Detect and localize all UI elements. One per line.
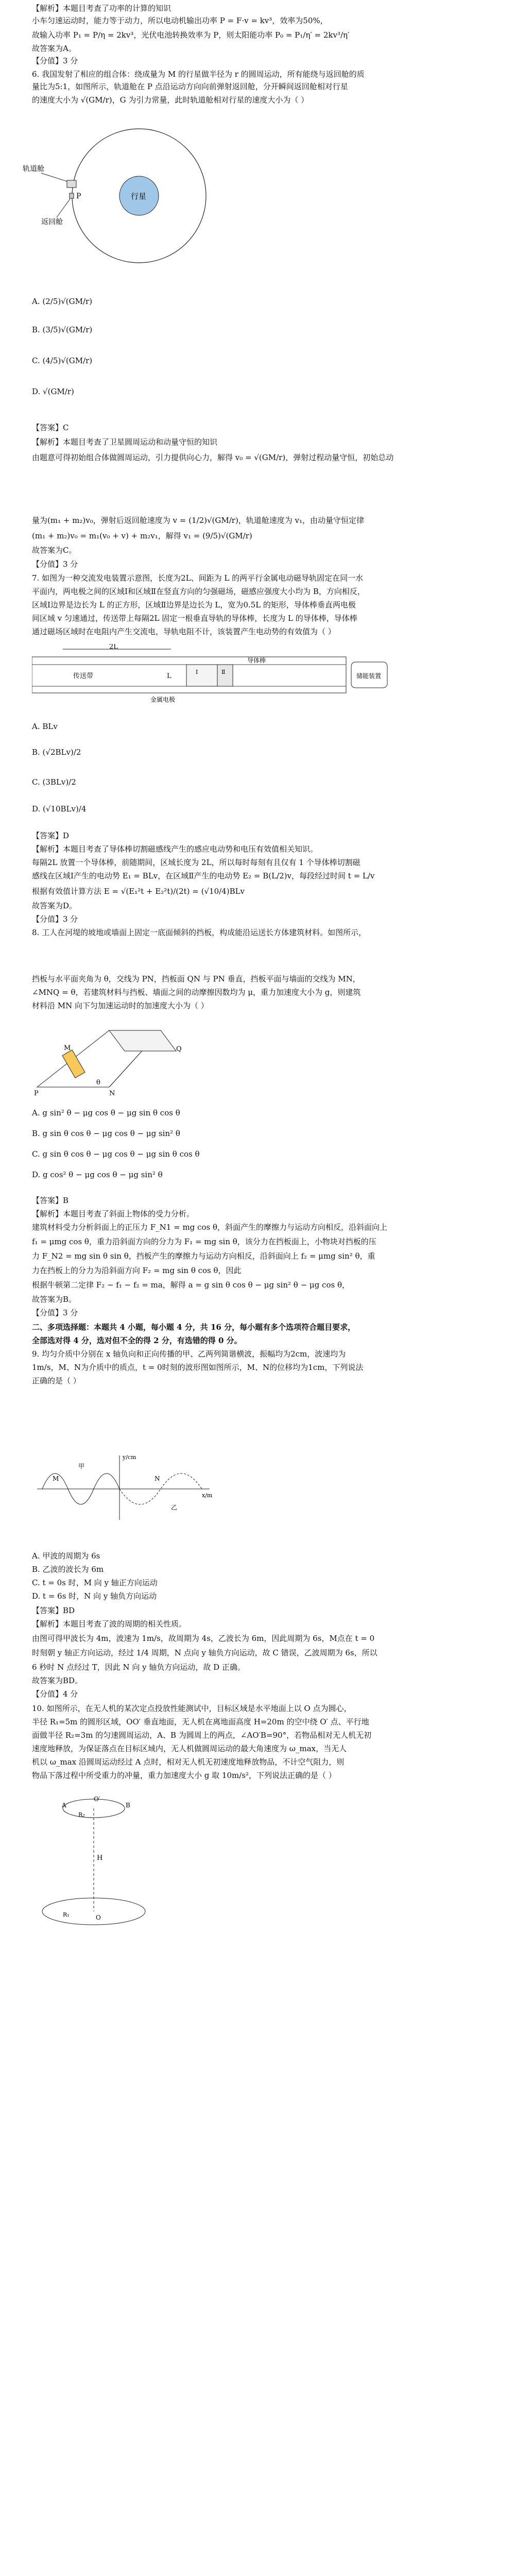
text-line: 8. 工人在河堤的坡地或墙面上固定一底面倾斜的挡板，构成能沿运送长方体建筑材料。如图所示， [32,928,367,937]
svg-text:导体棒: 导体棒 [247,657,266,664]
text-line: 根据牛顿第二定律 F₂ − f₁ − f₂ = ma，解得 a = g sin θ cos θ − μg sin² θ − μg cos θ， [32,1280,350,1290]
text-line: 物品下落过程中所受重力的冲量，重力加速度大小 g 取 10m/s²，下列说法正确的是（ ） [32,1771,336,1780]
planet-label: 行星 [131,192,147,201]
svg-text:B: B [126,1802,130,1809]
orbit-cabin-label: 轨道舱 [23,165,44,173]
svg-text:R₂: R₂ [78,1811,85,1818]
text-line: 6 秒时 N 点经过 T，因此 N 向 y 轴负方向运动，故 D 正确。 [32,1663,245,1672]
text-line: 速度地释放，为保证落点在目标区域内，无人机做圆周运动的最大角速度为 ω_max，当无人 [32,1744,347,1753]
q8-option-a: A. g sin² θ − μg cos θ − μg sin θ cos θ [32,1108,180,1117]
svg-text:O′: O′ [94,1795,100,1803]
answer-line: 【答案】B [32,1196,69,1205]
svg-text:H: H [97,1854,103,1862]
text-line: 感线在区域Ⅰ产生的电动势 E₁ = BLv，在区域Ⅱ产生的电动势 E₂ = B(L/2)v，每段经过时间 t = L/v [32,871,375,880]
text-line: 故答案为BD。 [32,1676,83,1685]
text-line: 量为(m₁ + m₂)v₀，弹射后返回舱速度为 v = (1/2)√(GM/r)，轨道舱速度为 v₁，由动量守恒定律 [32,516,365,525]
svg-text:Q: Q [176,1045,182,1053]
text-line: 故答案为B。 [32,1295,77,1304]
orbit-figure [21,124,237,278]
text-line: 故答案为A。 [32,44,76,53]
svg-text:O: O [96,1914,101,1921]
incline-figure [32,1020,186,1097]
text-line: 【分值】3 分 [32,1308,78,1317]
section-heading: 二、多项选择题：本题共 4 小题，每小题 4 分，共 16 分，每小题有多个选项符合题目要求， [32,1323,356,1332]
q8-option-c: C. g sin θ cos θ − μg cos θ − μg sin θ cos θ [32,1149,200,1159]
generator-figure [32,644,403,706]
q8-option-b: B. g sin θ cos θ − μg cos θ − μg sin² θ [32,1129,180,1138]
svg-text:传送带: 传送带 [73,672,94,680]
svg-text:2L: 2L [109,644,118,651]
text-line: 9. 均匀介质中分别在 x 轴负向和正向传播的甲、乙两列简谐横波，振幅均为2cm，波速均为 [32,1349,346,1359]
text-line: 的速度大小为 √(GM/r)，G 为引力常量，此时轨道舱相对行星的速度大小为（ ） [32,95,309,105]
text-line: 机以 ω_max 沿圆周运动经过 A 点时，相对无人机无初速度地释放物品，不计空气阻力，则 [32,1757,345,1767]
text-line: 【解析】本题目考查了波的周期的相关性质。 [32,1619,187,1629]
svg-text:Ⅱ: Ⅱ [221,669,226,675]
text-line: 故输入功率 P₁ = P/η = 2kv³，光伏电池转换效率为 P，则太阳能功率 P₀ = P₁/η′ = 2kv³/η′ [32,30,350,40]
text-line: 故答案为D。 [32,901,77,910]
text-line: 根据有效值计算方法 E = √(E₁²t + E₂²t)/(2t) = (√10/4)BLv [32,887,245,896]
text-line: 【分值】3 分 [32,56,78,65]
text-line: 10. 如图所示，在无人机的某次定点投放性能测试中，目标区域是水平地面上以 O 点为圆心， [32,1704,352,1713]
text-line: 7. 如图为一种交流发电装置示意图，长度为2L、间距为 L 的两平行金属电动磁导轨固定在同一水 [32,573,364,583]
text-line: 材料沿 MN 向下匀加速运动时的加速度大小为（ ） [32,1001,209,1010]
text-line: 【分值】4 分 [32,1689,78,1699]
text-line: 正确的是（ ） [32,1376,81,1385]
answer-line: 【答案】D [32,831,70,840]
text-line: 平面内，两电极之间的区域Ⅰ和区域Ⅱ在竖直方向的匀强磁场，磁感应强度大小均为 B，方向相反， [32,587,365,596]
text-line: 力在挡板上的分力为沿斜面方向 F₂ = mg sin θ cos θ，因此 [32,1266,242,1275]
text-line: 【解析】本题目考查了功率的计算的知识 [32,4,171,13]
svg-text:N: N [154,1475,160,1482]
text-line: 间区域 v 匀速通过，传送带上每隔2L 固定一根垂直导轨的导体棒，长度为 L 的导体棒，导体棒 [32,614,357,623]
svg-text:N: N [109,1090,115,1097]
text-line: 时刻朝 y 轴正方向运动，经过 1/4 周期，N 点向 y 轴负方向运动，故 C 错误，乙波周期为 6s，所以 [32,1648,377,1657]
text-line: 由图可得甲波长为 4m，波速为 1m/s，故周期为 4s，乙波长为 6m，因此周期为 6s，M点在 t = 0 [32,1634,375,1643]
text-line: 通过磁场区域时在电阻内产生交流电，导轨电阻不计，该装置产生电动势的有效值为（ ） [32,627,336,636]
svg-text:R₁: R₁ [63,1911,70,1918]
q7-option-b: B. (√2BLv)/2 [32,748,81,757]
q6-option-b: B. (3/5)√(GM/r) [32,325,93,334]
q7-option-c: C. (3BLv)/2 [32,777,76,787]
q6-option-d: D. √(GM/r) [32,387,74,396]
text-line: 每隔2L 放置一个导体棒，前随期间，区域长度为 2L，所以每时每刻有且仅有 1 个导体棒切割磁 [32,858,360,867]
q9-option-b: B. 乙波的波长为 6m [32,1565,104,1574]
text-line: 【解析】本题目考查了卫星圆周运动和动量守恒的知识 [32,437,218,447]
svg-text:θ: θ [96,1079,100,1087]
wave-figure [32,1453,217,1525]
point-p-label: P [76,192,81,200]
svg-text:P: P [34,1090,39,1097]
text-line: 故答案为C。 [32,546,77,555]
q9-option-a: A. 甲波的周期为 6s [32,1551,100,1561]
text-line: 【分值】3 分 [32,560,78,569]
q9-option-d: D. t = 6s 时，N 向 y 轴负方向运动 [32,1591,157,1601]
svg-text:y/cm: y/cm [123,1454,136,1461]
svg-text:甲: 甲 [78,1463,85,1470]
text-line: 区域Ⅰ边界是边长为 L 的正方形，区域Ⅱ边界是边长为 L，宽为0.5L 的矩形，导体棒垂直两电极 [32,600,356,609]
q6-option-c: C. (4/5)√(GM/r) [32,356,93,365]
answer-line: 【答案】C [32,423,69,432]
text-line: 挡板与水平面夹角为 θ，交线为 PN，挡板面 QN 与 PN 垂直，挡板平面与墙面的交线为 MN， [32,974,360,984]
svg-text:Ⅰ: Ⅰ [196,669,198,675]
text-line: 半径 R₁=5m 的圆形区域，OO′ 垂直地面，无人机在离地面高度 H=20m 的空中绕 O′ 点、平行地 [32,1717,369,1726]
q9-option-c: C. t = 0s 时，M 向 y 轴正方向运动 [32,1578,158,1587]
svg-text:L: L [167,672,171,680]
drone-figure [32,1788,186,1942]
svg-text:金属电极: 金属电极 [150,696,176,703]
text-line: 力 F_N2 = mg sin θ sin θ，挡板产生的摩擦力与运动方向相反，沿斜面向上 f₂ = μmg sin² θ，重 [32,1251,375,1261]
section-heading: 全部选对得 4 分，选对但不全的得 2 分，有选错的得 0 分。 [32,1336,242,1345]
q8-option-d: D. g cos² θ − μg cos θ − μg sin² θ [32,1170,163,1179]
svg-text:A: A [62,1802,66,1809]
svg-text:M: M [64,1044,71,1052]
text-line: 由题意可得初始组合体做圆周运动，引力提供向心力，解得 v₀ = √(GM/r)，弹射过程动量守恒，初始总动 [32,453,394,462]
text-line: 小车匀速运动时，能力等于动力，所以电动机输出功率 P = F·v = kv³，效率为50%， [32,16,328,25]
text-line: 1m/s，M、N为介质中的质点，t = 0时刻的波形图如图所示，M、N的位移均为1cm，下列说法 [32,1363,364,1372]
text-line: 建筑材料受力分析斜面上的正压力 F_N1 = mg cos θ，斜面产生的摩擦力与运动方向相反，沿斜面向上 [32,1223,387,1232]
q6-option-a: A. (2/5)√(GM/r) [32,297,93,306]
text-line: 面做半径 R₂=3m 的匀速圆周运动，A、B 为圆周上的两点，∠AO′B=90°，若物品相对无人机无初 [32,1731,372,1740]
svg-text:M: M [53,1475,59,1482]
return-cabin-label: 返回舱 [41,218,63,226]
q7-option-a: A. BLv [32,722,58,731]
answer-line: 【答案】BD [32,1606,75,1615]
text-line: 量比为5:1，如图所示，轨道舱在 P 点沿运动方向向前弹射返回舱，分开瞬间返回舱相对行星 [32,82,348,91]
text-line: (m₁ + m₂)v₀ = m₁(v₀ + v) + m₂v₁，解得 v₁ = (9/5)√(GM/r) [32,531,252,540]
text-line: f₁ = μmg cos θ，重力沿斜面方向的分力为 F₁ = mg sin θ，该分力在挡板面上，小物块对挡板的压 [32,1237,376,1246]
svg-text:乙: 乙 [171,1504,178,1511]
text-line: 6. 我国发射了相应的组合体：绕成量为 M 的行星做半径为 r 的圆周运动，所有能绕与返回舱的质 [32,70,365,79]
svg-text:x/m: x/m [202,1492,213,1499]
text-line: 【解析】本题目考查了导体棒切割磁感线产生的感应电动势和电压有效值相关知识。 [32,844,318,854]
text-line: 【分值】3 分 [32,914,78,924]
svg-text:储能装置: 储能装置 [356,672,382,680]
text-line: ∠MNQ = θ，若建筑材料与挡板、墙面之间的动摩擦因数均为 μ，重力加速度大小为 g，则建筑 [32,988,361,997]
text-line: 【解析】本题目考查了斜面上物体的受力分析。 [32,1209,195,1218]
q7-option-d: D. (√10BLv)/4 [32,804,87,814]
